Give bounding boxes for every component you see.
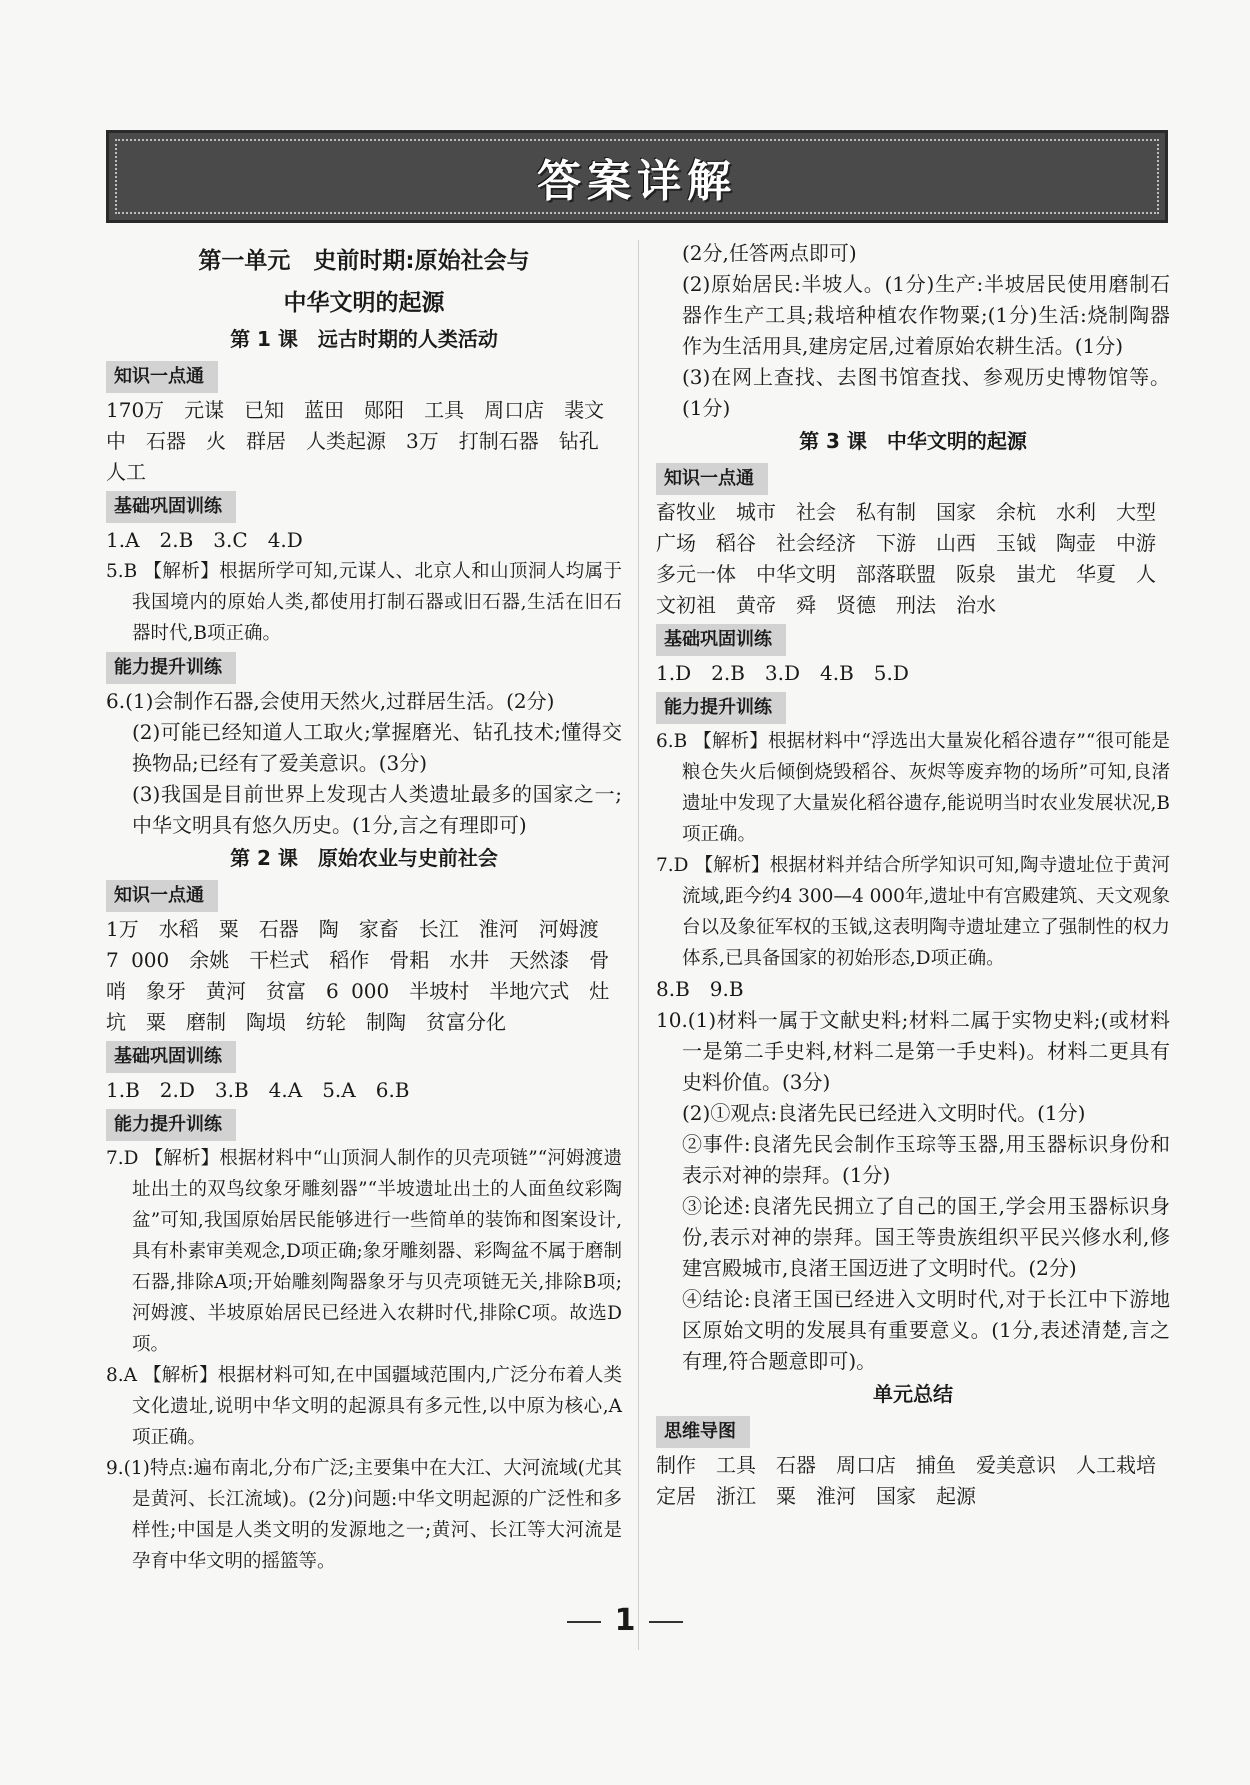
lesson3-q10-2b: ②事件:良渚先民会制作玉琮等玉器,用玉器标识身份和表示对神的崇拜。(1分)	[682, 1132, 1170, 1187]
lesson1-title: 第 1 课 远古时期的人类活动	[230, 327, 498, 351]
lesson2-knowledge-terms: 1万 水稻 粟 石器 陶 家畜 长江 淮河 河姆渡 7 000 余姚 干栏式 稻作 骨耜 水井 天然漆 骨哨 象牙 黄河 贫富 6 000 半坡村 半地穴式 灶坑 粟 磨制 陶埙 纺轮 制陶 贫富分化	[106, 917, 619, 1034]
footer-dash-left	[567, 1621, 601, 1623]
lesson1-knowledge-terms: 170万 元谋 已知 蓝田 郧阳 工具 周口店 裴文中 石器 火 群居 人类起源 3万 打制石器 钻孔 人工	[106, 398, 619, 484]
footer-dash-right	[649, 1621, 683, 1623]
lesson3-q7: 7.D 【解析】根据材料并结合所学知识可知,陶寺遗址位于黄河流域,距今约4 300—4 000年,遗址中有宫殿建筑、天文观象台以及象征军权的玉钺,这表明陶寺遗址建立了强制性的权力体系,已具备国家的初始形态,D项正确。	[656, 855, 1170, 969]
lesson1-knowledge-tag: 知识一点通	[106, 361, 218, 393]
lesson1-basic-tag: 基础巩固训练	[106, 491, 236, 523]
lesson2-q8: 8.A 【解析】根据材料可知,在中国疆域范围内,广泛分布着人类文化遗址,说明中华文明的起源具有多元性,以中原为核心,A项正确。	[106, 1365, 622, 1448]
lesson3-ability-tag: 能力提升训练	[656, 692, 786, 724]
lesson3-q8-9: 8.B 9.B	[656, 977, 744, 1001]
lesson2-q9-3: (3)在网上查找、去图书馆查找、参观历史博物馆等。(1分)	[682, 365, 1170, 420]
page-number-footer	[0, 1603, 1250, 1638]
lesson3-q10-2d: ④结论:良渚王国已经进入文明时代,对于长江中下游地区原始文明的发展具有重要意义。(1分,表述清楚,言之有理,符合题意即可)。	[682, 1287, 1170, 1373]
lesson1-basic-answers: 1.A 2.B 3.C 4.D	[106, 528, 303, 552]
banner-title: 答案详解	[537, 155, 737, 207]
lesson2-ability-tag: 能力提升训练	[106, 1109, 236, 1141]
summary-terms: 制作 工具 石器 周口店 捕鱼 爱美意识 人工栽培 定居 浙江 粟 淮河 国家 起源	[656, 1453, 1176, 1508]
lesson1-q6-1: 6.(1)会制作石器,会使用天然火,过群居生活。(2分)	[106, 689, 555, 713]
lesson1-q5: 5.B 【解析】根据所学可知,元谋人、北京人和山顶洞人均属于我国境内的原始人类,都使用打制石器或旧石器,生活在旧石器时代,B项正确。	[106, 561, 622, 644]
lesson2-basic-tag: 基础巩固训练	[106, 1041, 236, 1073]
lesson3-basic-answers: 1.D 2.B 3.D 4.B 5.D	[656, 661, 909, 685]
page-number: 1	[614, 1603, 636, 1638]
lesson3-q6: 6.B 【解析】根据材料中“浮选出大量炭化稻谷遗存”“很可能是粮仓失火后倾倒烧毁稻谷、灰烬等废弃物的场所”可知,良渚遗址中发现了大量炭化稻谷遗存,能说明当时农业发展状况,B项正确。	[656, 731, 1170, 845]
lesson2-basic-answers: 1.B 2.D 3.B 4.A 5.A 6.B	[106, 1078, 410, 1102]
lesson2-q9-1: 9.(1)特点:遍布南北,分布广泛;主要集中在大江、大河流域(尤其是黄河、长江流域)。(2分)问题:中华文明起源的广泛性和多样性;中国是人类文明的发源地之一;黄河、长江等大河流是孕育中华文明的摇篮等。	[106, 1458, 622, 1572]
unit-title-line2: 中华文明的起源	[283, 290, 445, 316]
lesson1-q6-3: (3)我国是目前世界上发现古人类遗址最多的国家之一;中华文明具有悠久历史。(1分,言之有理即可)	[132, 782, 622, 837]
lesson1-ability-tag: 能力提升训练	[106, 652, 236, 684]
right-column	[656, 238, 1176, 1512]
lesson3-q10-2a: (2)①观点:良渚先民已经进入文明时代。(1分)	[682, 1101, 1086, 1125]
summary-mindmap-tag: 思维导图	[656, 1416, 750, 1448]
lesson1-q6-2: (2)可能已经知道人工取火;掌握磨光、钻孔技术;懂得交换物品;已经有了爱美意识。(3分)	[132, 720, 622, 775]
lesson3-title: 第 3 课 中华文明的起源	[799, 429, 1027, 453]
lesson3-q10-1: 10.(1)材料一属于文献史料;材料二属于实物史料;(或材料一是第二手史料,材料二是第一手史料)。材料二更具有史料价值。(3分)	[656, 1008, 1170, 1094]
lesson2-q7: 7.D 【解析】根据材料中“山顶洞人制作的贝壳项链”“河姆渡遗址出土的双鸟纹象牙雕刻器”“半坡遗址出土的人面鱼纹彩陶盆”可知,我国原始居民能够进行一些简单的装饰和图案设计,具有朴素审美观念,D项正确;象牙雕刻器、彩陶盆不属于磨制石器,排除A项;开始雕刻陶器象牙与贝壳项链无关,排除B项;河姆渡、半坡原始居民已经进入农耕时代,排除C项。故选D项。	[106, 1148, 622, 1355]
lesson2-title: 第 2 课 原始农业与史前社会	[230, 846, 498, 870]
summary-title: 单元总结	[873, 1382, 953, 1406]
unit-title-line1: 第一单元 史前时期:原始社会与	[198, 248, 530, 274]
lesson2-q9-1-end: (2分,任答两点即可)	[682, 241, 857, 265]
header-banner	[106, 130, 1168, 223]
lesson3-q10-2c: ③论述:良渚先民拥立了自己的国王,学会用玉器标识身份,表示对神的崇拜。国王等贵族组织平民兴修水利,修建宫殿城市,良渚王国迈进了文明时代。(2分)	[682, 1194, 1170, 1280]
left-column	[106, 238, 622, 1577]
lesson3-knowledge-terms: 畜牧业 城市 社会 私有制 国家 余杭 水利 大型广场 稻谷 社会经济 下游 山西 玉钺 陶壶 中游 多元一体 中华文明 部落联盟 阪泉 蚩尤 华夏 人文初祖 黄帝 舜 贤德 刑法 治水	[656, 500, 1176, 617]
column-divider	[638, 240, 639, 1650]
lesson2-knowledge-tag: 知识一点通	[106, 880, 218, 912]
lesson3-knowledge-tag: 知识一点通	[656, 463, 768, 495]
lesson2-q9-2: (2)原始居民:半坡人。(1分)生产:半坡居民使用磨制石器作生产工具;栽培种植农作物粟;(1分)生活:烧制陶器作为生活用具,建房定居,过着原始农耕生活。(1分)	[682, 272, 1170, 358]
lesson3-basic-tag: 基础巩固训练	[656, 624, 786, 656]
